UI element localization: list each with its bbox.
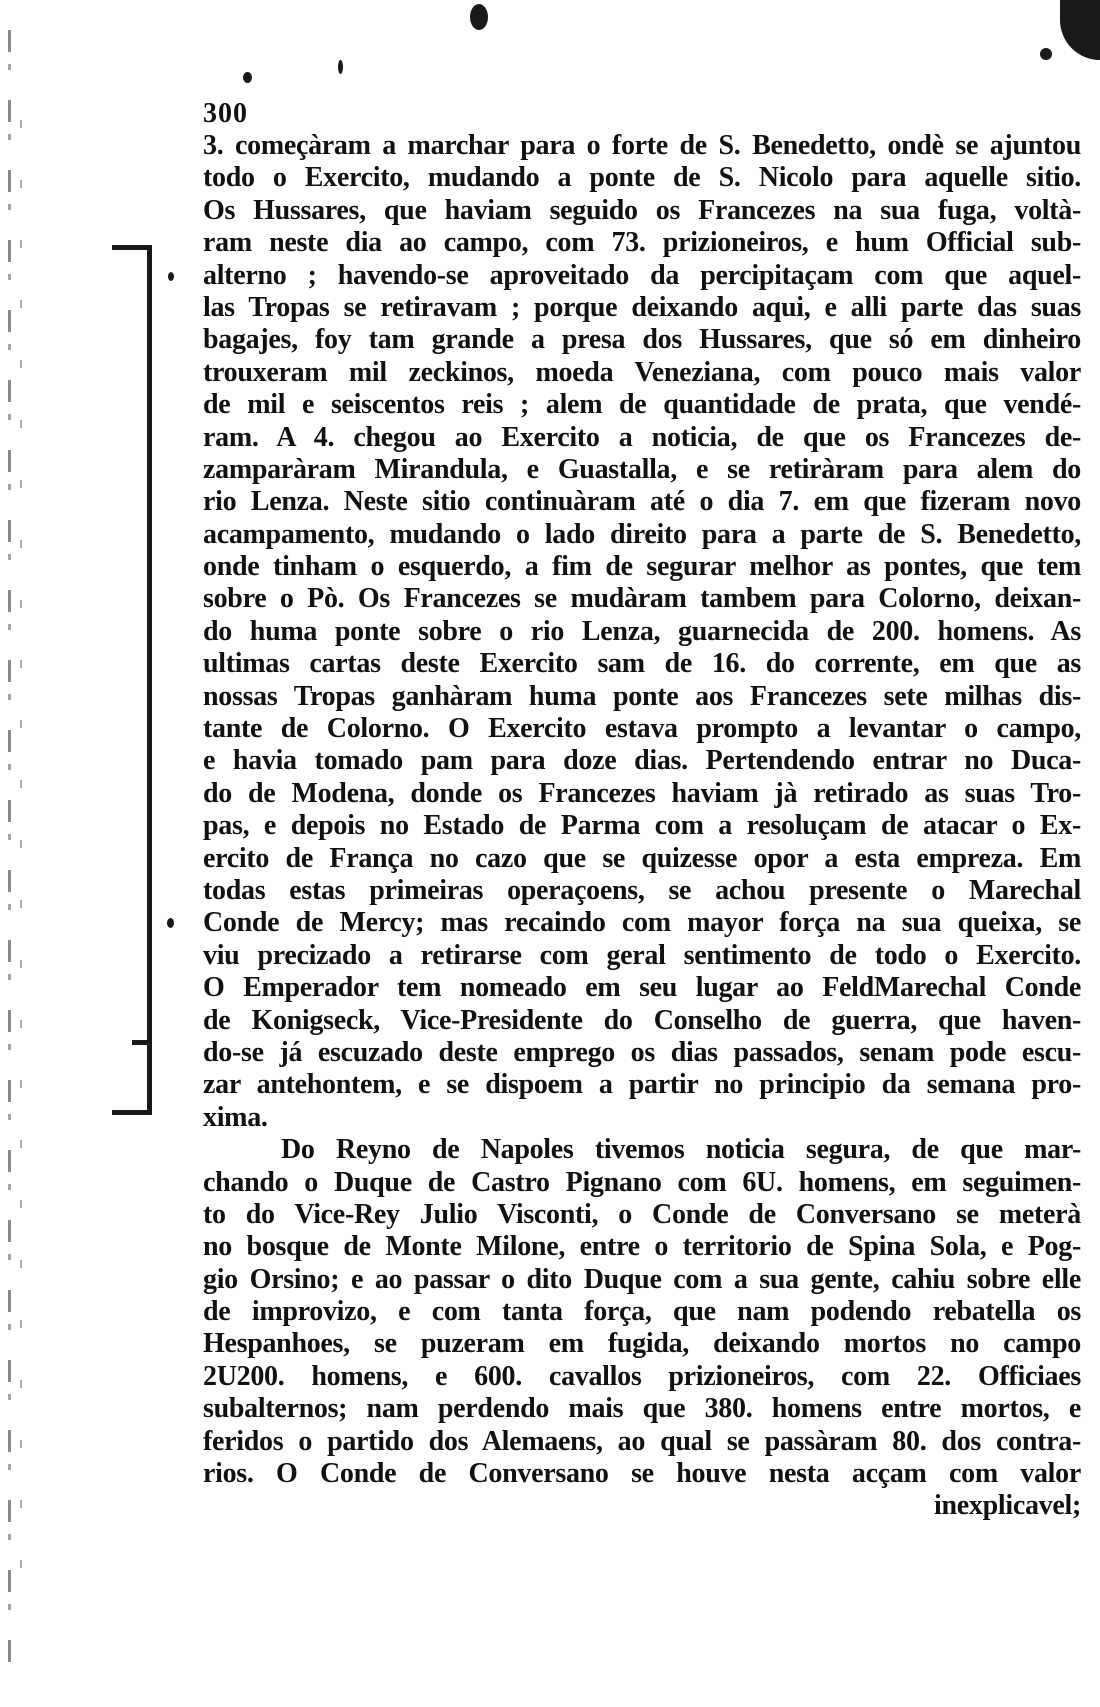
- scan-gutter-mark: [8, 30, 11, 1670]
- text-line: nossas Tropas ganhàram huma ponte aos Francezes sete milhas dis-: [203, 680, 1081, 712]
- text-line: feridos o partido dos Alemaens, ao qual se passàram 80. dos contra-: [203, 1425, 1081, 1457]
- text-line: ultimas cartas deste Exercito sam de 16. do corrente, em que as: [203, 648, 1081, 680]
- text-line: to do Vice-Rey Julio Visconti, o Conde de Conversano se meterà: [203, 1198, 1081, 1230]
- text-line: Os Hussares, que haviam seguido os Francezes na sua fuga, voltà-: [203, 194, 1081, 226]
- text-lines: [203, 130, 1081, 1523]
- ink-blot: [167, 918, 174, 928]
- text-line: las Tropas se retiravam ; porque deixando aqui, e alli parte das suas: [203, 291, 1081, 323]
- ink-blot: [168, 272, 174, 281]
- text-line: rios. O Conde de Conversano se houve nesta acçam com valor: [203, 1458, 1081, 1490]
- text-line: subalternos; nam perdendo mais que 380. homens entre mortos, e: [203, 1393, 1081, 1425]
- text-line: tante de Colorno. O Exercito estava prompto a levantar o campo,: [203, 713, 1081, 745]
- text-line: ercito de França no cazo que se quizesse opor a esta empreza. Em: [203, 842, 1081, 874]
- text-line: Hespanhoes, se puzeram em fugida, deixando mortos no campo: [203, 1328, 1081, 1360]
- text-line: zar antehontem, e se dispoem a partir no principio da semana pro-: [203, 1069, 1081, 1101]
- text-line: zamparàram Mirandula, e Guastalla, e se retiràram para alem do: [203, 453, 1081, 485]
- text-line: acampamento, mudando o lado direito para a parte de S. Benedetto,: [203, 518, 1081, 550]
- text-line: e havia tomado pam para doze dias. Pertendendo entrar no Duca-: [203, 745, 1081, 777]
- text-line: onde tinham o esquerdo, a fim de segurar melhor as pontes, que tem: [203, 551, 1081, 583]
- ink-blot: [243, 72, 252, 83]
- text-line: xima.: [203, 1101, 268, 1133]
- text-line: de improvizo, e com tanta força, que nam podendo rebatella os: [203, 1296, 1081, 1328]
- text-line: Do Reyno de Napoles tivemos noticia segura, de que mar-: [281, 1134, 1081, 1166]
- body-text: [203, 98, 1081, 1523]
- text-line: inexplicavel;: [934, 1490, 1081, 1522]
- text-line: bagajes, foy tam grande a presa dos Hussares, que só em dinheiro: [203, 324, 1081, 356]
- text-line: todas estas primeiras operaçoens, se achou presente o Marechal: [203, 874, 1081, 906]
- text-line: gio Orsino; e ao passar o dito Duque com a sua gente, cahiu sobre elle: [203, 1263, 1081, 1295]
- text-line: viu precizado a retirarse com geral sentimento de todo o Exercito.: [203, 939, 1081, 971]
- text-line: pas, e depois no Estado de Parma com a resoluçam de atacar o Ex-: [203, 810, 1081, 842]
- binding-bracket: [112, 245, 152, 1115]
- text-line: rio Lenza. Neste sitio continuàram até o dia 7. em que fizeram novo: [203, 486, 1081, 518]
- text-line: do huma ponte sobre o rio Lenza, guarnecida de 200. homens. As: [203, 615, 1081, 647]
- text-line: ram neste dia ao campo, com 73. prizioneiros, e hum Official sub-: [203, 227, 1081, 259]
- text-line: de mil e seiscentos reis ; alem de quantidade de prata, que vendé-: [203, 389, 1081, 421]
- ink-blot: [470, 4, 488, 30]
- text-line: no bosque de Monte Milone, entre o territorio de Spina Sola, e Pog-: [203, 1231, 1081, 1263]
- text-line: trouxeram mil zeckinos, moeda Veneziana, com pouco mais valor: [203, 356, 1081, 388]
- text-line: alterno ; havendo-se aproveitado da percipitaçam com que aquel-: [203, 259, 1081, 291]
- text-line: todo o Exercito, mudando a ponte de S. Nicolo para aquelle sitio.: [203, 162, 1081, 194]
- scan-gutter-mark-secondary: [20, 120, 22, 1620]
- text-line: de Konigseck, Vice-Presidente do Conselho de guerra, que haven-: [203, 1004, 1081, 1036]
- text-line: do-se já escuzado deste emprego os dias passados, senam pode escu-: [203, 1036, 1081, 1068]
- text-line: 2U200. homens, e 600. cavallos prizioneiros, com 22. Officiaes: [203, 1360, 1081, 1392]
- text-line: sobre o Pò. Os Francezes se mudàram tambem para Colorno, deixan-: [203, 583, 1081, 615]
- ink-blot: [1040, 48, 1052, 60]
- ink-blot: [1060, 0, 1100, 60]
- text-line: ram. A 4. chegou ao Exercito a noticia, de que os Francezes de-: [203, 421, 1081, 453]
- ink-blot: [338, 60, 343, 74]
- text-line: O Emperador tem nomeado em seu lugar ao FeldMarechal Conde: [203, 972, 1081, 1004]
- page-number: 300: [203, 98, 248, 129]
- text-line: chando o Duque de Castro Pignano com 6U. homens, em seguimen-: [203, 1166, 1081, 1198]
- text-line: do de Modena, donde os Francezes haviam jà retirado as suas Tro-: [203, 777, 1081, 809]
- text-line: 3. começàram a marchar para o forte de S. Benedetto, ondè se ajuntou: [203, 130, 1081, 161]
- text-line: Conde de Mercy; mas recaindo com mayor força na sua queixa, se: [203, 907, 1081, 939]
